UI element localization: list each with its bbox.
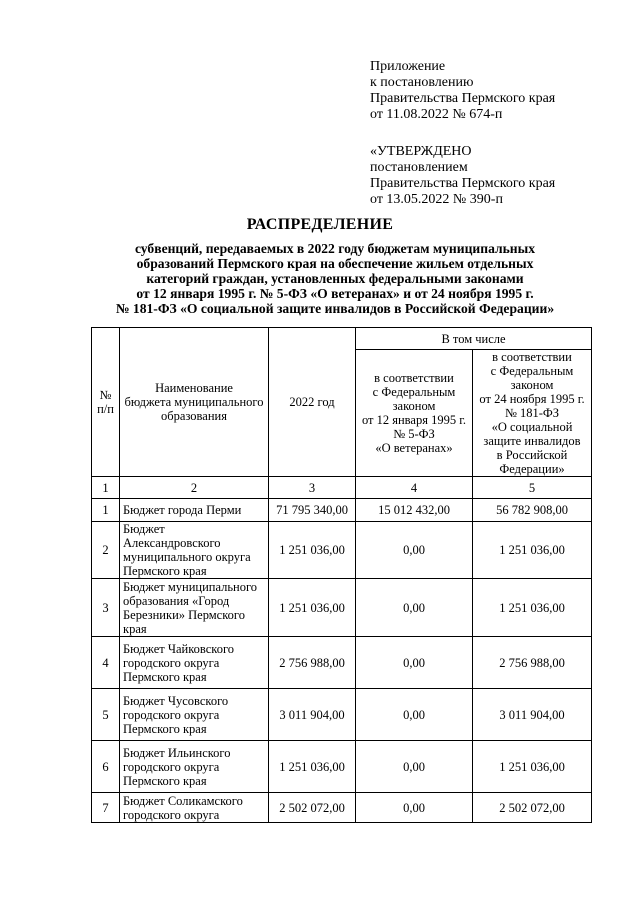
header-name-line: бюджета муниципального: [124, 395, 264, 409]
budget-name-line: Березники» Пермского: [123, 607, 245, 622]
column-number: 3: [269, 477, 356, 499]
header-row-top: [92, 328, 592, 350]
veterans-amount: 0,00: [356, 741, 473, 793]
budget-name-line: городского округа: [123, 807, 220, 822]
header-col5-line: № 181-ФЗ: [504, 406, 560, 420]
total-2022: 71 795 340,00: [269, 499, 356, 522]
disabled-amount: 56 782 908,00: [473, 499, 592, 522]
document-subtitle: [80, 241, 590, 316]
budget-name: [120, 793, 269, 823]
budget-name: [120, 579, 269, 637]
veterans-amount: 0,00: [356, 793, 473, 823]
veterans-amount: 15 012 432,00: [356, 499, 473, 522]
appendix-line: Приложение: [370, 59, 446, 74]
header-col4-line: № 5-ФЗ: [393, 427, 435, 441]
budget-name-line: Бюджет Ильинского: [123, 745, 231, 760]
header-col5-line: с Федеральным: [490, 364, 574, 378]
approved-block: [370, 144, 555, 208]
budget-name-line: городского округа: [123, 759, 220, 774]
header-col4-line: «О ветеранах»: [375, 441, 453, 455]
column-number: 1: [92, 477, 120, 499]
table-row: [92, 637, 592, 689]
table-row: [92, 499, 592, 522]
header-name-line: образования: [161, 409, 227, 423]
header-num: [92, 328, 120, 477]
disabled-amount: 1 251 036,00: [473, 579, 592, 637]
subtitle-line: субвенций, передаваемых в 2022 году бюджетам муниципальных: [134, 241, 536, 256]
header-col5-line: законом: [510, 378, 554, 392]
budget-name-line: Пермского края: [123, 669, 207, 684]
header-col5-line: в Российской: [496, 448, 568, 462]
header-col5-line: защите инвалидов: [483, 434, 581, 448]
disabled-amount: 2 756 988,00: [473, 637, 592, 689]
column-number: 5: [473, 477, 592, 499]
budget-name-line: муниципального округа: [123, 550, 251, 564]
header-col4-line: в соответствии: [374, 371, 454, 385]
veterans-amount: 0,00: [356, 689, 473, 741]
veterans-amount: 0,00: [356, 637, 473, 689]
header-col5-line: «О социальной: [491, 420, 573, 434]
row-number: 5: [92, 689, 120, 741]
table-row: [92, 741, 592, 793]
budget-name-line: Бюджет Чайковского: [123, 641, 235, 656]
table-row: [92, 522, 592, 579]
disabled-amount: 1 251 036,00: [473, 522, 592, 579]
approved-line: Правительства Пермского края: [370, 176, 556, 191]
disabled-amount: 1 251 036,00: [473, 741, 592, 793]
row-number: 1: [92, 499, 120, 522]
budget-name-line: Бюджет Чусовского: [123, 693, 229, 708]
total-2022: 1 251 036,00: [269, 579, 356, 637]
total-2022: 1 251 036,00: [269, 522, 356, 579]
approved-line: постановлением: [370, 160, 468, 175]
budget-name: [120, 522, 269, 579]
appendix-line: Правительства Пермского края: [370, 91, 556, 106]
budget-name-line: Пермского края: [123, 564, 207, 578]
subtitle-line: образований Пермского края на обеспечение жильем отдельных: [136, 256, 534, 271]
subtitle-line: категорий граждан, установленных федеральными законами: [146, 271, 524, 286]
table-row: [92, 689, 592, 741]
column-number-row: [92, 477, 592, 499]
table-row: [92, 793, 592, 823]
budget-name: [120, 689, 269, 741]
header-including: В том числе: [356, 328, 592, 350]
disabled-amount: 3 011 904,00: [473, 689, 592, 741]
header-year: 2022 год: [269, 328, 356, 477]
veterans-amount: 0,00: [356, 522, 473, 579]
table-row: [92, 579, 592, 637]
row-number: 6: [92, 741, 120, 793]
budget-name-line: городского округа: [123, 707, 220, 722]
header-col4-line: с Федеральным: [372, 385, 456, 399]
total-2022: 3 011 904,00: [269, 689, 356, 741]
budget-name-line: Пермского края: [123, 721, 207, 736]
total-2022: 2 756 988,00: [269, 637, 356, 689]
row-number: 4: [92, 637, 120, 689]
header-col5-line: в соответствии: [492, 350, 572, 364]
approved-line: «УТВЕРЖДЕНО: [370, 144, 472, 159]
header-num-line: №: [99, 388, 112, 402]
header-col5-line: Федерации»: [499, 462, 565, 476]
budget-name: [120, 637, 269, 689]
appendix-line: к постановлению: [370, 75, 474, 90]
header-name: [120, 328, 269, 477]
header-col4-line: законом: [392, 399, 436, 413]
column-number: 4: [356, 477, 473, 499]
subtitle-line: № 181-ФЗ «О социальной защите инвалидов в Российской Федерации»: [115, 301, 555, 316]
budget-name-line: городского округа: [123, 655, 220, 670]
row-number: 3: [92, 579, 120, 637]
budget-name-line: Александровского: [123, 536, 221, 550]
subtitle-line: от 12 января 1995 г. № 5-ФЗ «О ветеранах» и от 24 ноября 1995 г.: [136, 286, 534, 301]
column-number: 2: [120, 477, 269, 499]
budget-name-line: Бюджет: [123, 522, 165, 536]
header-name-line: Наименование: [155, 381, 233, 395]
budget-name-line: Бюджет Соликамского: [123, 793, 243, 808]
header-col4-line: от 12 января 1995 г.: [361, 413, 467, 427]
header-num-line: п/п: [97, 402, 114, 416]
distribution-table: [91, 327, 592, 823]
budget-name: [120, 499, 269, 522]
total-2022: 2 502 072,00: [269, 793, 356, 823]
document-title: РАСПРЕДЕЛЕНИЕ: [246, 216, 394, 233]
budget-name-line: края: [123, 621, 147, 636]
header-col5-line: от 24 ноября 1995 г.: [479, 392, 585, 406]
disabled-amount: 2 502 072,00: [473, 793, 592, 823]
approved-line: от 13.05.2022 № 390-п: [370, 192, 503, 207]
budget-name-line: образования «Город: [123, 593, 230, 608]
budget-name-line: Бюджет города Перми: [123, 503, 242, 517]
veterans-amount: 0,00: [356, 579, 473, 637]
budget-name-line: Бюджет муниципального: [123, 579, 258, 594]
header-veterans-law: [356, 350, 473, 477]
header-disabled-law: [473, 350, 592, 477]
row-number: 2: [92, 522, 120, 579]
budget-name-line: Пермского края: [123, 773, 207, 788]
appendix-line: от 11.08.2022 № 674-п: [370, 107, 503, 122]
budget-name: [120, 741, 269, 793]
appendix-block: [370, 59, 555, 123]
total-2022: 1 251 036,00: [269, 741, 356, 793]
row-number: 7: [92, 793, 120, 823]
